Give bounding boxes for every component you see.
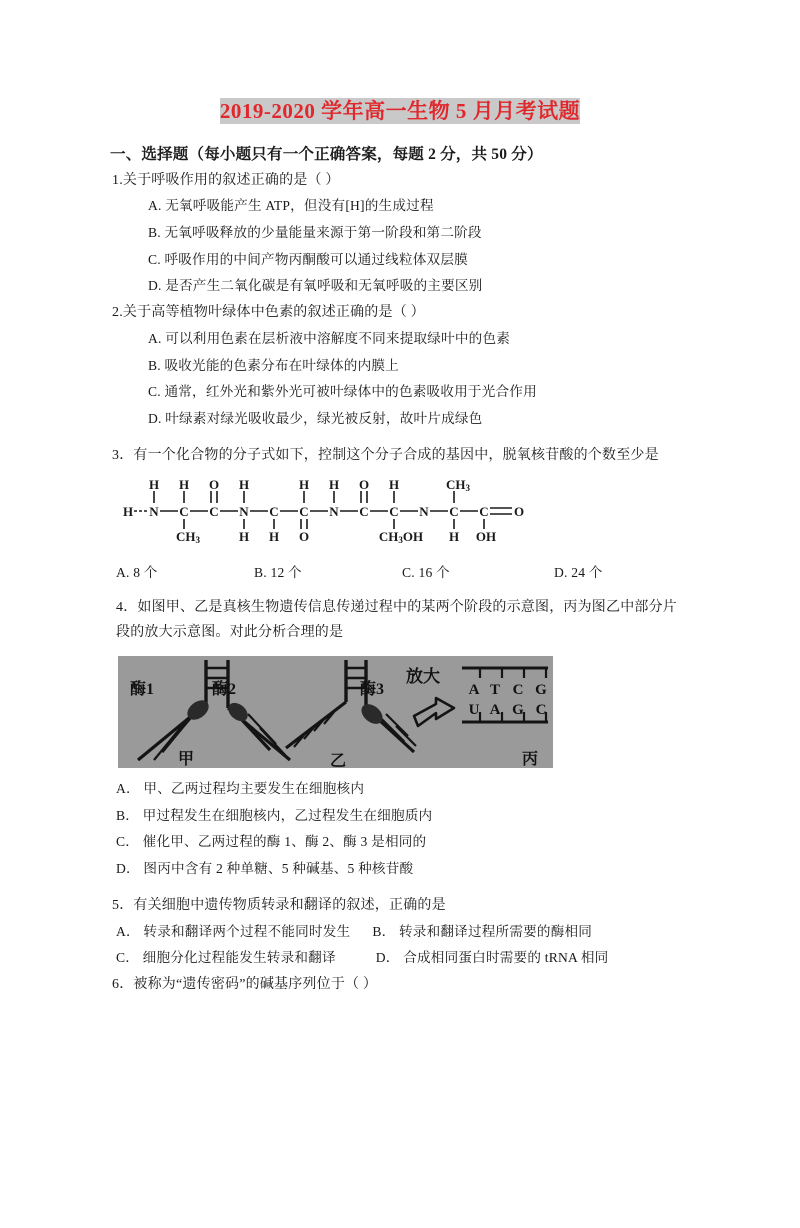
question-4-option-b: B． 甲过程发生在细胞核内，乙过程发生在细胞质内 (116, 807, 433, 823)
svg-text:N: N (419, 503, 429, 519)
svg-text:OH: OH (475, 528, 497, 544)
genetic-information-diagram (118, 656, 553, 768)
question-3 (0, 445, 800, 581)
question-3-option-c: C. 16 个 (402, 564, 450, 580)
base-bottom-1: U (468, 701, 480, 718)
question-5 (0, 895, 800, 969)
page-title: 2019-2020 学年高一生物 5 月月考试题 (219, 99, 581, 123)
question-2-stem: 2.关于高等植物叶绿体中色素的叙述正确的是（ ） (112, 305, 425, 321)
base-top-3: C (512, 681, 524, 698)
svg-text:N: N (239, 503, 249, 519)
question-2-option-c: C. 通常，红外光和紫外光可被叶绿体中的色素吸收用于光合作用 (148, 384, 537, 400)
svg-text:N: N (329, 503, 339, 519)
base-bottom-2: A (489, 701, 501, 718)
question-5-options-row-2 (116, 947, 800, 969)
peptide-structure-svg (120, 477, 550, 551)
genetic-diagram-svg (118, 656, 553, 768)
enzyme-label-2: 酶2 (212, 680, 237, 698)
question-6 (0, 974, 800, 996)
svg-text:H: H (298, 476, 310, 492)
question-4-option-a: A． 甲、乙两过程均主要发生在细胞核内 (116, 780, 365, 796)
svg-text:N: N (149, 503, 159, 519)
question-5-option-d: D． 合成相同蛋白时需要的 tRNA 相同 (375, 950, 609, 966)
question-4-option-c: C． 催化甲、乙两过程的酶 1、酶 2、酶 3 是相同的 (116, 834, 427, 850)
svg-text:H: H (178, 476, 190, 492)
question-3-option-a: A. 8 个 (116, 564, 158, 580)
chemical-structure-figure (0, 477, 800, 555)
panel-label-yi: 乙 (330, 752, 347, 768)
enzyme-label-1: 酶1 (130, 680, 155, 698)
svg-text:H: H (122, 503, 134, 519)
question-5-option-c: C． 细胞分化过程能发生转录和翻译 (116, 950, 336, 966)
question-4-stem-line2: 段的放大示意图。对此分析合理的是 (116, 625, 344, 641)
document-page (0, 96, 800, 1228)
question-4-stem-line1: 4．如图甲、乙是真核生物遗传信息传递过程中的某两个阶段的示意图，丙为图乙中部分片 (116, 599, 677, 615)
question-1-option-d: D. 是否产生二氧化碳是有氧呼吸和无氧呼吸的主要区别 (148, 278, 483, 294)
svg-text:C: C (269, 503, 279, 519)
base-top-2: T (489, 681, 501, 698)
svg-text:C: C (209, 503, 219, 519)
svg-text:C: C (449, 503, 459, 519)
question-4-option-d: D． 图丙中含有 2 种单糖、5 种碱基、5 种核苷酸 (116, 861, 414, 877)
svg-text:H: H (238, 528, 250, 544)
svg-text:C: C (359, 503, 369, 519)
svg-text:H: H (388, 476, 400, 492)
svg-text:O: O (513, 503, 525, 519)
enzyme-label-3: 酶3 (360, 680, 385, 698)
panel-label-jia: 甲 (178, 750, 195, 768)
base-bottom-4: C (535, 701, 547, 718)
question-1-option-a: A. 无氧呼吸能产生 ATP，但没有[H]的生成过程 (148, 198, 434, 214)
svg-text:H: H (268, 528, 280, 544)
question-2 (0, 302, 800, 430)
base-bottom-3: G (512, 701, 524, 718)
question-3-options-row (116, 561, 800, 581)
section-heading: 一、选择题（每小题只有一个正确答案，每题 2 分，共 50 分） (110, 145, 543, 163)
svg-text:O: O (358, 476, 370, 492)
svg-text:C: C (179, 503, 189, 519)
question-1-stem: 1.关于呼吸作用的叙述正确的是（ ） (112, 172, 340, 188)
svg-text:O: O (298, 528, 310, 544)
question-5-options-row-1 (116, 921, 800, 943)
question-1-option-b: B. 无氧呼吸释放的少量能量来源于第一阶段和第二阶段 (148, 224, 482, 240)
question-5-option-a: A． 转录和翻译两个过程不能同时发生 (116, 923, 351, 939)
svg-text:H: H (328, 476, 340, 492)
question-4 (0, 597, 800, 880)
svg-text:C: C (479, 503, 489, 519)
svg-text:H: H (448, 528, 460, 544)
question-1-option-c: C. 呼吸作用的中间产物丙酮酸可以通过线粒体双层膜 (148, 251, 468, 267)
question-6-stem: 6．被称为“遗传密码”的碱基序列位于（ ） (112, 977, 378, 993)
base-top-4: G (535, 681, 547, 698)
question-3-option-b: B. 12 个 (254, 564, 302, 580)
svg-text:C: C (299, 503, 309, 519)
svg-text:CH3: CH3 (446, 476, 470, 493)
page-title-container (0, 96, 800, 128)
question-5-stem: 5．有关细胞中遗传物质转录和翻译的叙述，正确的是 (112, 897, 446, 913)
magnify-arrow-icon (414, 698, 454, 726)
magnify-label: 放大 (406, 666, 440, 686)
base-top-1: A (468, 681, 480, 698)
svg-text:H: H (148, 476, 160, 492)
question-2-option-a: A. 可以利用色素在层析液中溶解度不同来提取绿叶中的色素 (148, 330, 511, 346)
svg-text:CH3OH: CH3OH (378, 528, 424, 545)
question-3-stem: 3．有一个化合物的分子式如下，控制这个分子合成的基因中，脱氧核苷酸的个数至少是 (112, 447, 659, 463)
svg-text:C: C (389, 503, 399, 519)
svg-text:CH3: CH3 (176, 528, 200, 545)
svg-text:O: O (208, 476, 220, 492)
question-2-option-b: B. 吸收光能的色素分布在叶绿体的内膜上 (148, 357, 399, 373)
panel-label-bing: 丙 (522, 750, 539, 768)
svg-text:H: H (238, 476, 250, 492)
question-5-option-b: B． 转录和翻译过程所需要的酶相同 (372, 923, 593, 939)
question-1 (0, 170, 800, 298)
question-3-option-d: D. 24 个 (554, 564, 603, 580)
question-2-option-d: D. 叶绿素对绿光吸收最少，绿光被反射，故叶片成绿色 (148, 411, 483, 427)
